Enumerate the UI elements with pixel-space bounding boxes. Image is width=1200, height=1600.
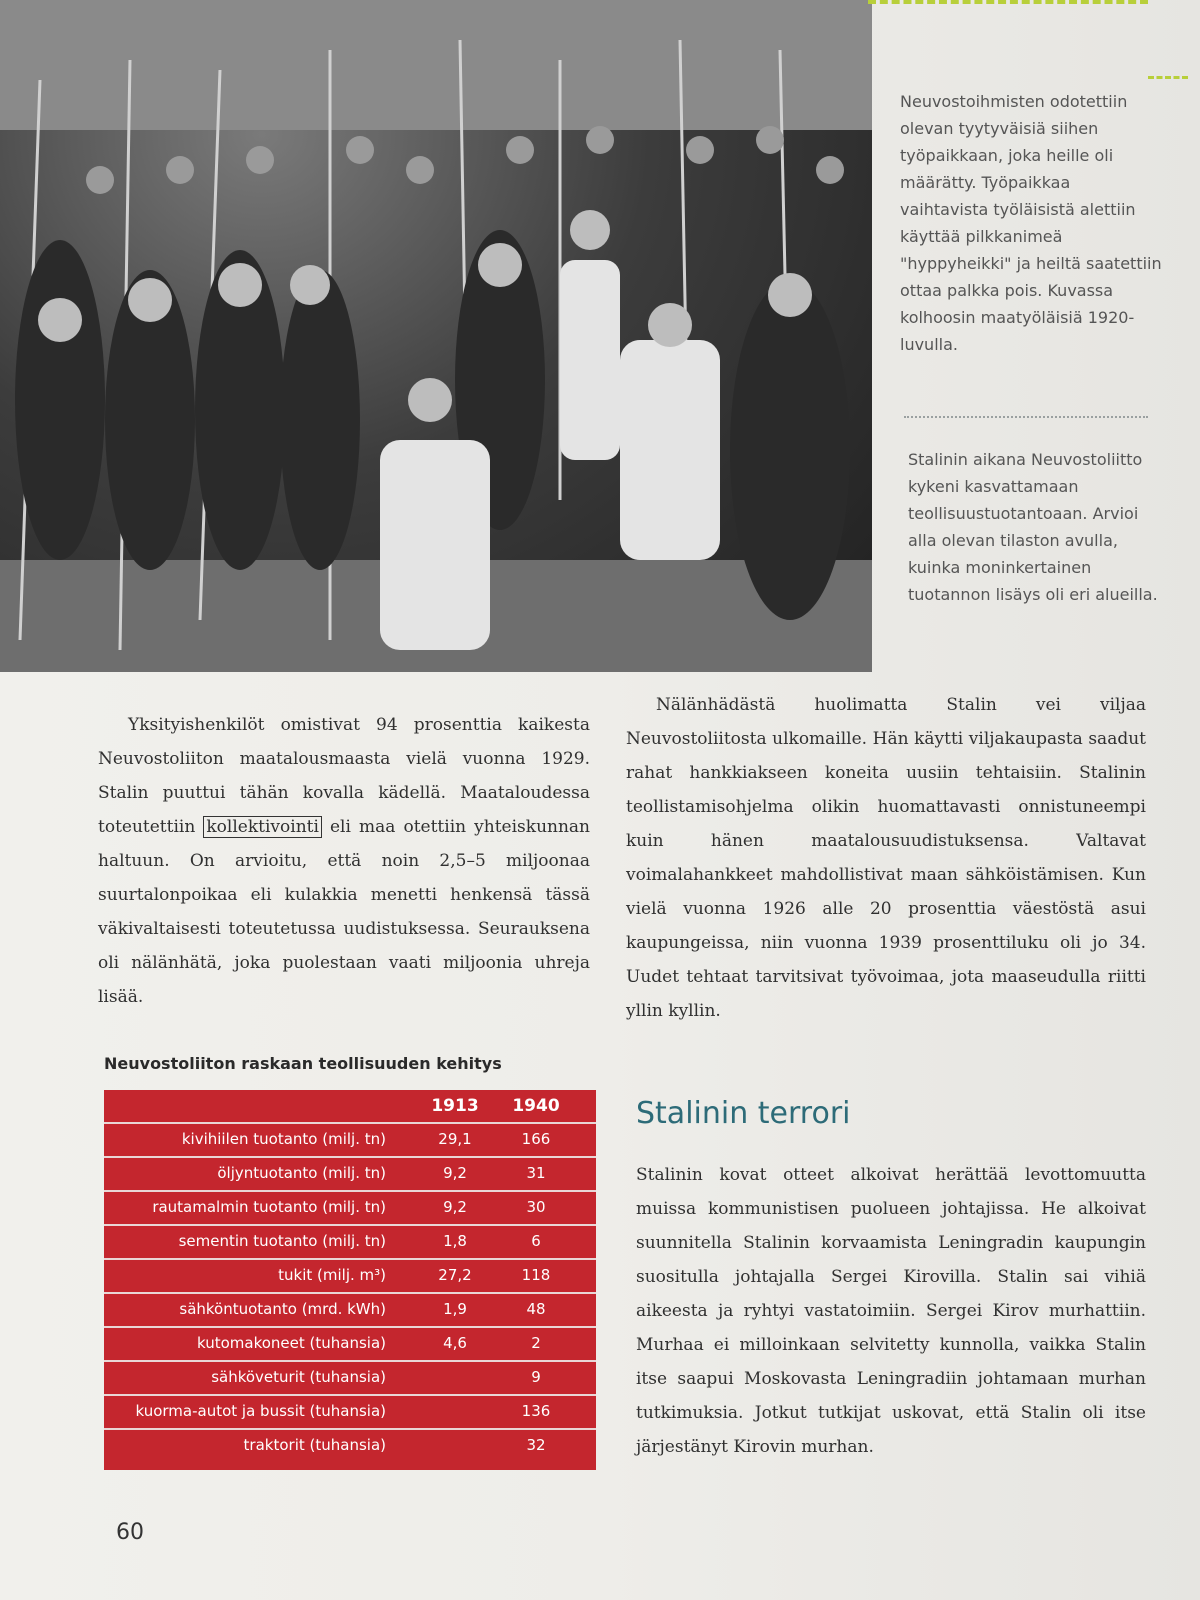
table-row (104, 1192, 596, 1226)
historical-photo (0, 0, 872, 672)
exercise-text: Stalinin aikana Neuvostoliitto kykeni kasvattamaan teollisuustuotantoaan. Arvioi alla olevan tilaston avulla, kuinka moninkertainen tuotannon lisäys oli eri alueilla. (908, 450, 1158, 604)
left-column-paragraph (98, 708, 590, 1014)
value-1913: 29,1 (438, 1130, 472, 1148)
header-1940: 1940 (512, 1096, 560, 1116)
page-number: 60 (116, 1520, 144, 1545)
photo-crowd-illustration (0, 0, 872, 672)
row-label: tukit (milj. m³) (278, 1266, 386, 1284)
table-row (104, 1158, 596, 1192)
value-1940: 118 (521, 1266, 551, 1284)
row-label: traktorit (tuhansia) (243, 1436, 386, 1454)
dotted-separator (904, 416, 1148, 418)
photo-caption: Neuvostoihmisten odotettiin olevan tyytyväisiä siihen työpaikkaan, joka heille oli määrätty. Työpaikkaa vaihtavista työläisistä alettiin käyttää pilkkanimeä "hyppyheikki" ja heiltä saatettiin ottaa palkka pois. Kuvassa kolhoosin maatyöläisiä 1920-luvulla. (900, 92, 1162, 354)
value-1940: 30 (526, 1198, 546, 1216)
value-1940: 32 (526, 1436, 546, 1454)
value-1913: 9,2 (443, 1164, 467, 1182)
row-label: sähköveturit (tuhansia) (211, 1368, 386, 1386)
row-label: sähköntuotanto (mrd. kWh) (179, 1300, 386, 1318)
table-row (104, 1260, 596, 1294)
row-label: sementin tuotanto (milj. tn) (178, 1232, 386, 1250)
value-1940: 48 (526, 1300, 546, 1318)
boxed-term: kollektivointi (203, 816, 322, 838)
value-1913: 4,6 (443, 1334, 467, 1352)
decorative-dash-edge (1148, 76, 1188, 79)
row-label: kivihiilen tuotanto (milj. tn) (181, 1130, 386, 1148)
value-1940: 31 (526, 1164, 546, 1182)
value-1913: 1,8 (443, 1232, 467, 1250)
value-1913: 27,2 (438, 1266, 472, 1284)
section-paragraph: Stalinin kovat otteet alkoivat herättää levottomuutta muissa kommunistisen puolueen johtajissa. He alkoivat suunnitella Stalinin korvaamista Leningradin kaupungin suositulla johtajalla Sergei Kirovilla. Stalin sai vihiä aikeesta ja ryhtyi vastatoimiin. Sergei Kirov murhattiin. Murhaa ei milloinkaan selvitetty kunnolla, vaikka Stalin itse saapui Moskovasta Leningradiin johtamaan murhan tutkimuksia. Jotkut tutkijat uskovat, että Stalin oli itse järjestänyt Kirovin murhan. (636, 1165, 1146, 1457)
left-text-a: Yksityishenkilöt omistivat 94 prosenttia kaikesta Neuvostoliiton maatalousmaasta vielä vuonna 1929. Stalin puuttui tähän kovalla kädellä. Maataloudessa toteutettiin (98, 715, 590, 837)
value-1940: 6 (531, 1232, 541, 1250)
table-row (104, 1328, 596, 1362)
right-column-paragraph: Nälänhädästä huolimatta Stalin vei viljaa Neuvostoliitosta ulkomaille. Hän käytti viljakaupasta saadut rahat hankkiakseen koneita uusiin tehtaisiin. Stalinin teollistamisohjelma olikin huomattavasti onnistuneempi kuin hänen maatalousuudistuksensa. Valtavat voimalahankkeet mahdollistivat maan sähköistämisen. Kun vielä vuonna 1926 alle 20 prosenttia väestöstä asui kaupungeissa, niin vuonna 1939 prosenttiluku oli jo 34. Uudet tehtaat tarvitsivat työvoimaa, jota maaseudulla riitti yllin kyllin. (626, 695, 1146, 1021)
decorative-dash-top (868, 0, 1148, 18)
table-header-row (104, 1090, 596, 1124)
table-row (104, 1294, 596, 1328)
value-1940: 2 (531, 1334, 541, 1352)
row-label: kuorma-autot ja bussit (tuhansia) (135, 1402, 386, 1420)
table-row (104, 1430, 596, 1462)
value-1940: 166 (521, 1130, 551, 1148)
row-label: kutomakoneet (tuhansia) (196, 1334, 386, 1352)
header-1913: 1913 (431, 1096, 479, 1116)
row-label: öljyntuotanto (milj. tn) (217, 1164, 386, 1182)
value-1913: 9,2 (443, 1198, 467, 1216)
table-row (104, 1124, 596, 1158)
industry-table (104, 1090, 596, 1470)
value-1913: 1,9 (443, 1300, 467, 1318)
table-row (104, 1362, 596, 1396)
row-label: rautamalmin tuotanto (milj. tn) (152, 1198, 386, 1216)
table-title: Neuvostoliiton raskaan teollisuuden kehitys (104, 1054, 502, 1073)
value-1940: 9 (531, 1368, 541, 1386)
value-1940: 136 (521, 1402, 551, 1420)
table-row (104, 1226, 596, 1260)
left-text-b: eli maa otettiin yhteiskunnan haltuun. On arvioitu, että noin 2,5–5 miljoonaa suurtalonpoikaa eli kulakkia menetti henkensä tässä väkivaltaisesti toteutetussa uudistuksessa. Seurauksena oli nälänhätä, joka puolestaan vaati miljoonia uhreja lisää. (98, 817, 590, 1007)
section-heading: Stalinin terrori (636, 1096, 851, 1131)
table-row (104, 1396, 596, 1430)
